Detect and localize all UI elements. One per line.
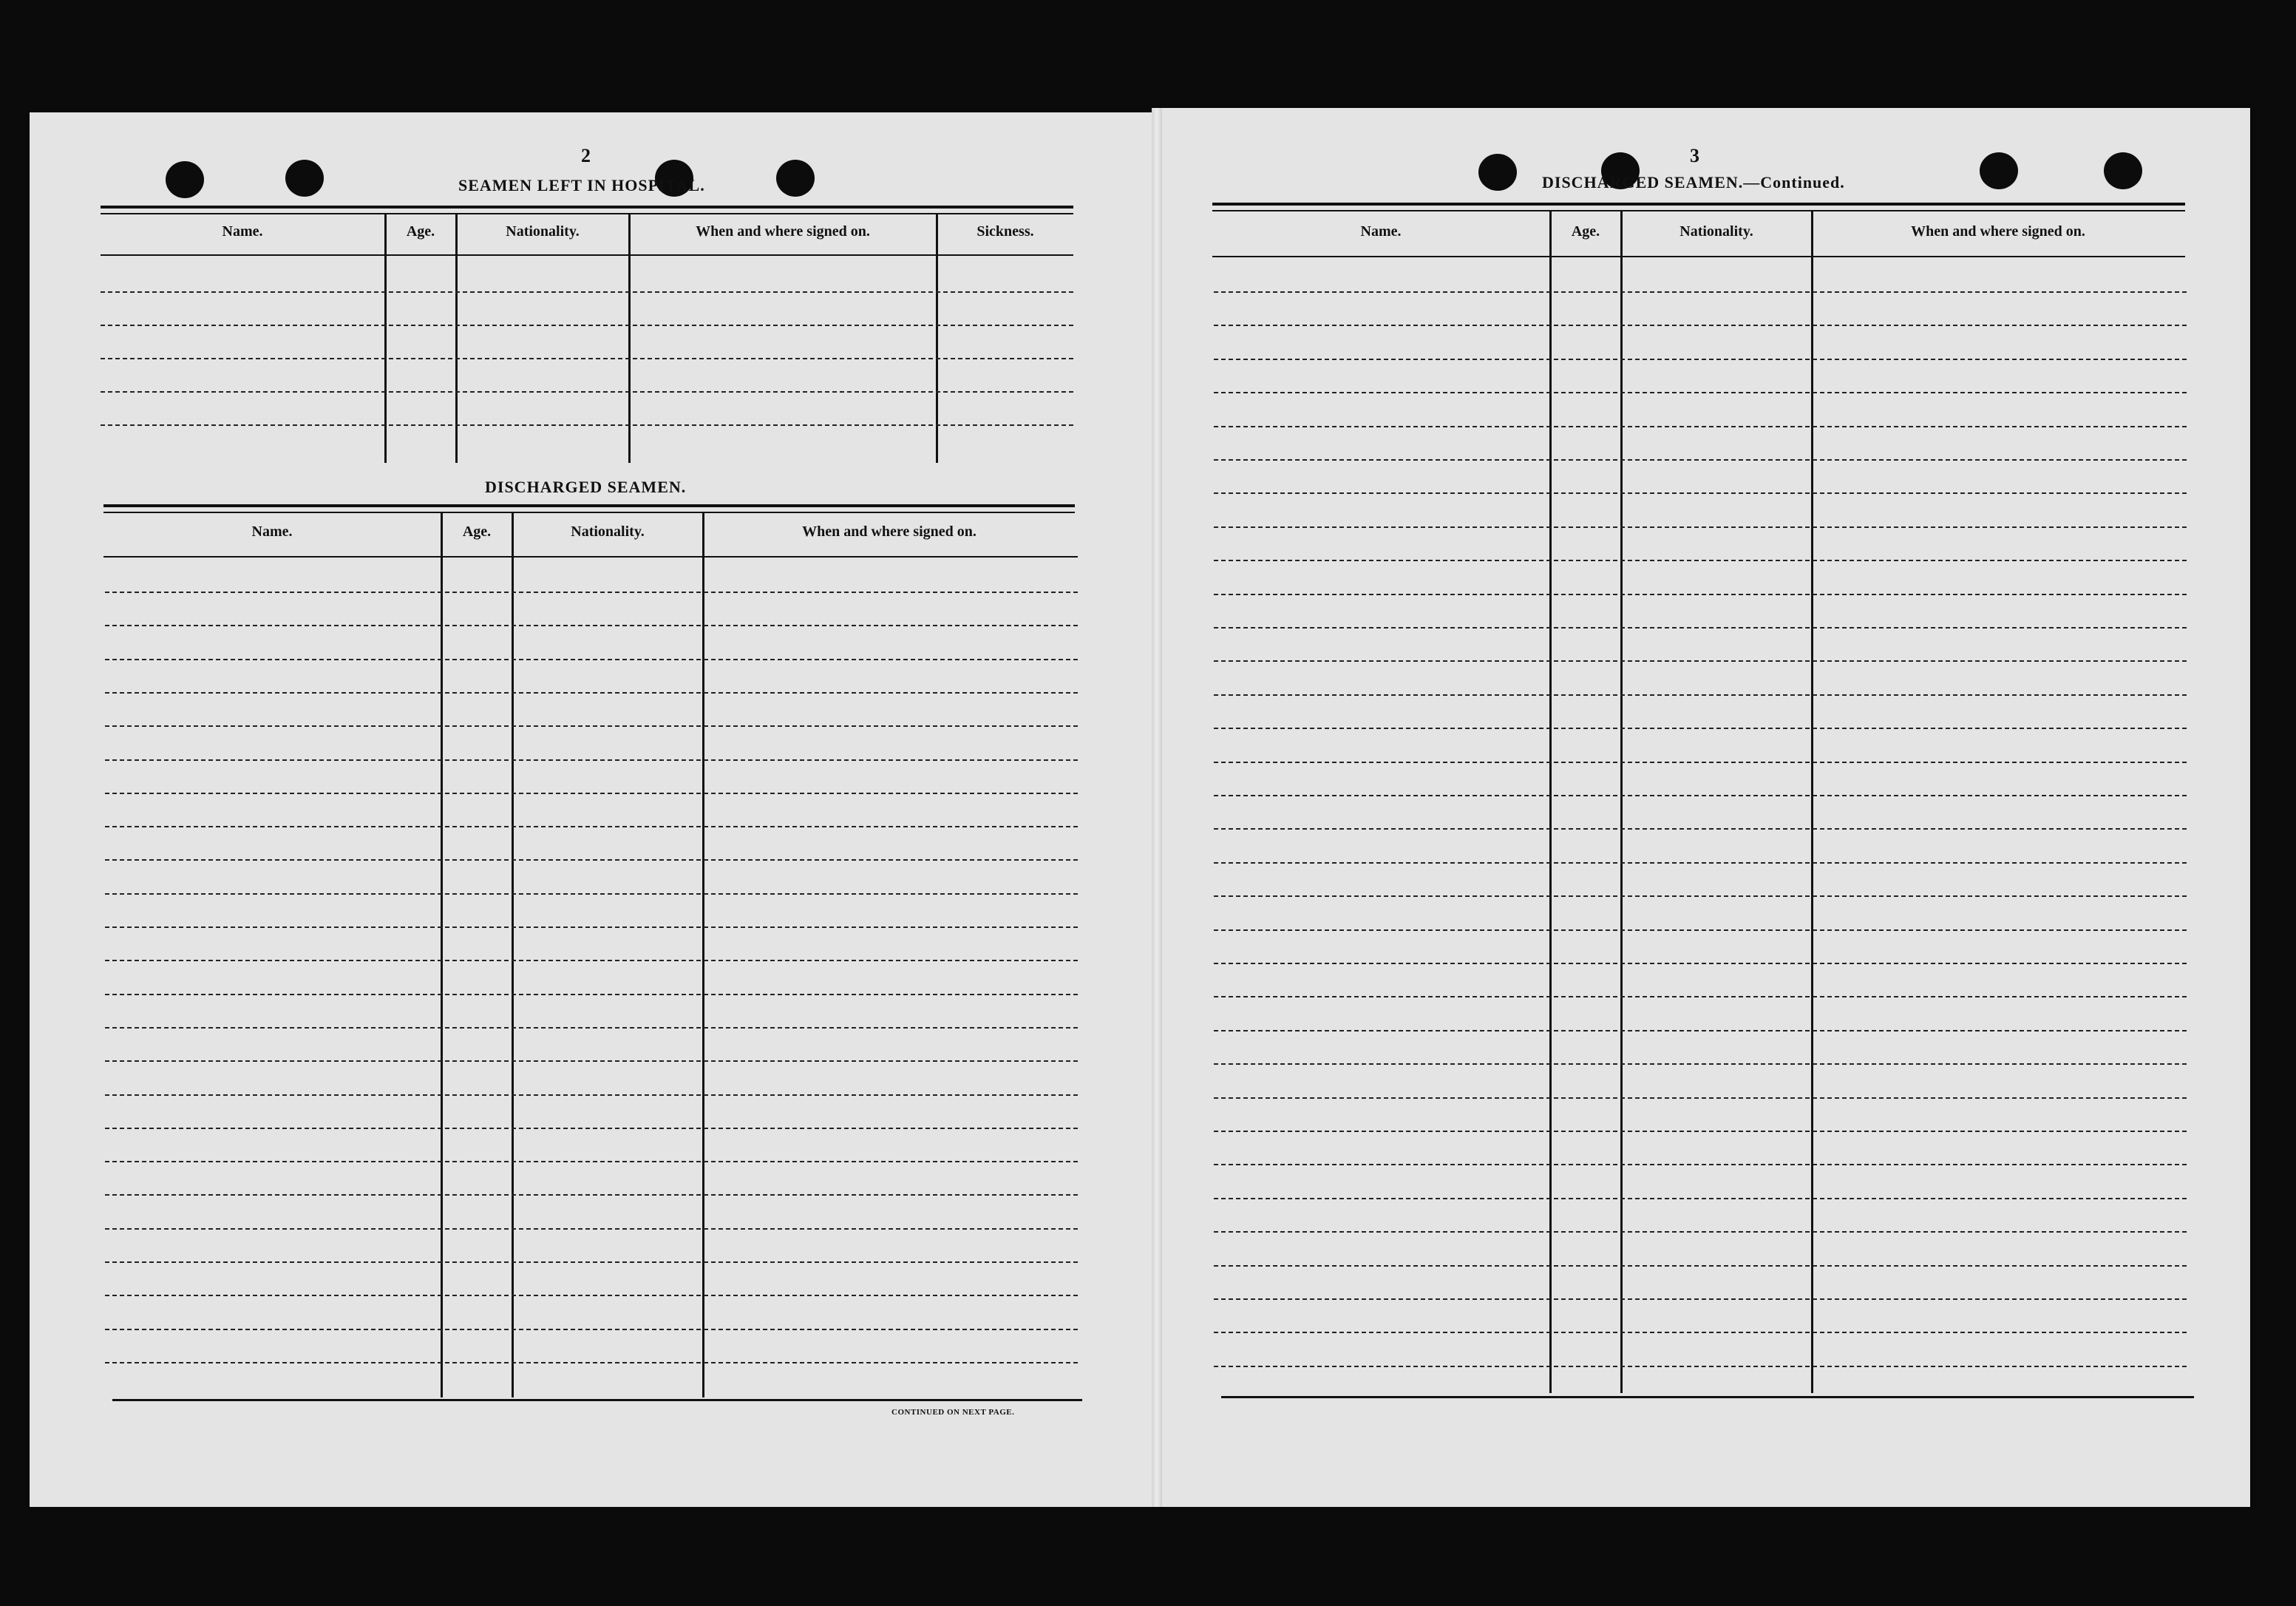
rule bbox=[101, 206, 1073, 209]
ruled-line bbox=[1214, 492, 2187, 494]
ruled-line bbox=[1214, 1063, 2187, 1065]
ruled-line bbox=[105, 1128, 1078, 1129]
column-header: Name. bbox=[1360, 223, 1402, 240]
ruled-line bbox=[105, 1329, 1078, 1330]
punch-hole bbox=[285, 160, 324, 197]
ruled-line bbox=[105, 960, 1078, 961]
header-rule bbox=[101, 254, 1073, 256]
ruled-line bbox=[105, 1295, 1078, 1296]
ruled-line bbox=[1214, 459, 2187, 461]
ruled-line bbox=[105, 1362, 1078, 1363]
ruled-line bbox=[1214, 1164, 2187, 1165]
ruled-line bbox=[101, 391, 1073, 393]
column-header: When and where signed on. bbox=[802, 524, 977, 540]
ruled-line bbox=[105, 659, 1078, 660]
hospital-section-title: SEAMEN LEFT IN HOSPITAL. bbox=[458, 176, 705, 194]
ruled-line bbox=[1214, 1097, 2187, 1099]
column-divider bbox=[1811, 211, 1813, 1393]
punch-hole bbox=[776, 160, 815, 197]
column-header: Nationality. bbox=[1679, 223, 1753, 240]
column-divider bbox=[1549, 211, 1552, 1393]
ruled-line bbox=[105, 1161, 1078, 1162]
ruled-line bbox=[1214, 828, 2187, 830]
ruled-line bbox=[105, 1027, 1078, 1029]
ruled-line bbox=[1214, 1332, 2187, 1333]
header-rule bbox=[103, 556, 1078, 558]
ruled-line bbox=[105, 893, 1078, 895]
bottom-rule bbox=[112, 1399, 1082, 1401]
ruled-line bbox=[105, 1261, 1078, 1263]
ruled-line bbox=[1214, 291, 2187, 293]
bottom-rule bbox=[1221, 1396, 2194, 1398]
rule bbox=[103, 504, 1075, 507]
header-rule bbox=[1212, 256, 2185, 257]
ruled-line bbox=[105, 994, 1078, 995]
left-page bbox=[30, 112, 1156, 1507]
ruled-line bbox=[105, 725, 1078, 727]
ruled-line bbox=[1214, 1030, 2187, 1031]
column-divider bbox=[702, 513, 704, 1397]
ruled-line bbox=[105, 1194, 1078, 1196]
column-divider bbox=[1620, 211, 1623, 1393]
ruled-line bbox=[1214, 694, 2187, 696]
ruled-line bbox=[105, 859, 1078, 861]
ruled-line bbox=[1214, 963, 2187, 964]
column-header: Sickness. bbox=[977, 223, 1034, 240]
punch-hole bbox=[1980, 152, 2018, 189]
ruled-line bbox=[1214, 1265, 2187, 1267]
ruled-line bbox=[1214, 929, 2187, 931]
ruled-line bbox=[105, 1060, 1078, 1062]
ruled-line bbox=[1214, 996, 2187, 997]
column-header: Age. bbox=[406, 223, 435, 240]
ruled-line bbox=[1214, 560, 2187, 561]
ruled-line bbox=[1214, 795, 2187, 796]
ruled-line bbox=[105, 592, 1078, 593]
discharged-continued-title: DISCHARGED SEAMEN.—Continued. bbox=[1542, 173, 1845, 192]
column-header: When and where signed on. bbox=[696, 223, 870, 240]
rule bbox=[1212, 203, 2185, 206]
ruled-line bbox=[1214, 1198, 2187, 1199]
ruled-line bbox=[101, 325, 1073, 326]
ruled-line bbox=[1214, 862, 2187, 864]
punch-hole bbox=[166, 161, 204, 198]
discharged-section-title: DISCHARGED SEAMEN. bbox=[485, 478, 687, 496]
column-header: Name. bbox=[222, 223, 263, 240]
ruled-line bbox=[1214, 895, 2187, 897]
rule bbox=[103, 512, 1075, 513]
ruled-line bbox=[101, 291, 1073, 293]
column-header: When and where signed on. bbox=[1911, 223, 2085, 240]
ruled-line bbox=[1214, 728, 2187, 729]
continued-footer: CONTINUED ON NEXT PAGE. bbox=[891, 1408, 1015, 1417]
ruled-line bbox=[101, 424, 1073, 426]
punch-hole bbox=[2104, 152, 2142, 189]
ruled-line bbox=[1214, 1131, 2187, 1132]
ruled-line bbox=[1214, 1231, 2187, 1233]
column-header: Age. bbox=[1571, 223, 1600, 240]
column-divider bbox=[441, 513, 443, 1397]
column-divider bbox=[512, 513, 514, 1397]
rule bbox=[101, 213, 1073, 214]
rule bbox=[1212, 210, 2185, 211]
ruled-line bbox=[101, 358, 1073, 359]
ruled-line bbox=[1214, 627, 2187, 628]
right-page bbox=[1156, 108, 2250, 1507]
ruled-line bbox=[1214, 526, 2187, 528]
ruled-line bbox=[1214, 762, 2187, 763]
ruled-line bbox=[1214, 359, 2187, 360]
ruled-line bbox=[1214, 392, 2187, 393]
ruled-line bbox=[105, 826, 1078, 827]
column-header: Nationality. bbox=[506, 223, 580, 240]
ruled-line bbox=[105, 1228, 1078, 1230]
ruled-line bbox=[1214, 1366, 2187, 1367]
ruled-line bbox=[1214, 594, 2187, 595]
ruled-line bbox=[1214, 1298, 2187, 1300]
ruled-line bbox=[1214, 426, 2187, 427]
ruled-line bbox=[1214, 660, 2187, 662]
page-number: 2 bbox=[581, 145, 591, 166]
ruled-line bbox=[105, 793, 1078, 794]
ruled-line bbox=[105, 625, 1078, 626]
ruled-line bbox=[1214, 325, 2187, 326]
page-fold bbox=[1152, 108, 1162, 1507]
column-header: Nationality. bbox=[571, 524, 645, 540]
punch-hole bbox=[1478, 154, 1517, 191]
ruled-line bbox=[105, 692, 1078, 694]
page-number: 3 bbox=[1690, 145, 1699, 166]
ruled-line bbox=[105, 1094, 1078, 1096]
ruled-line bbox=[105, 926, 1078, 928]
column-header: Age. bbox=[462, 524, 492, 540]
ruled-line bbox=[105, 759, 1078, 761]
column-header: Name. bbox=[251, 524, 293, 540]
